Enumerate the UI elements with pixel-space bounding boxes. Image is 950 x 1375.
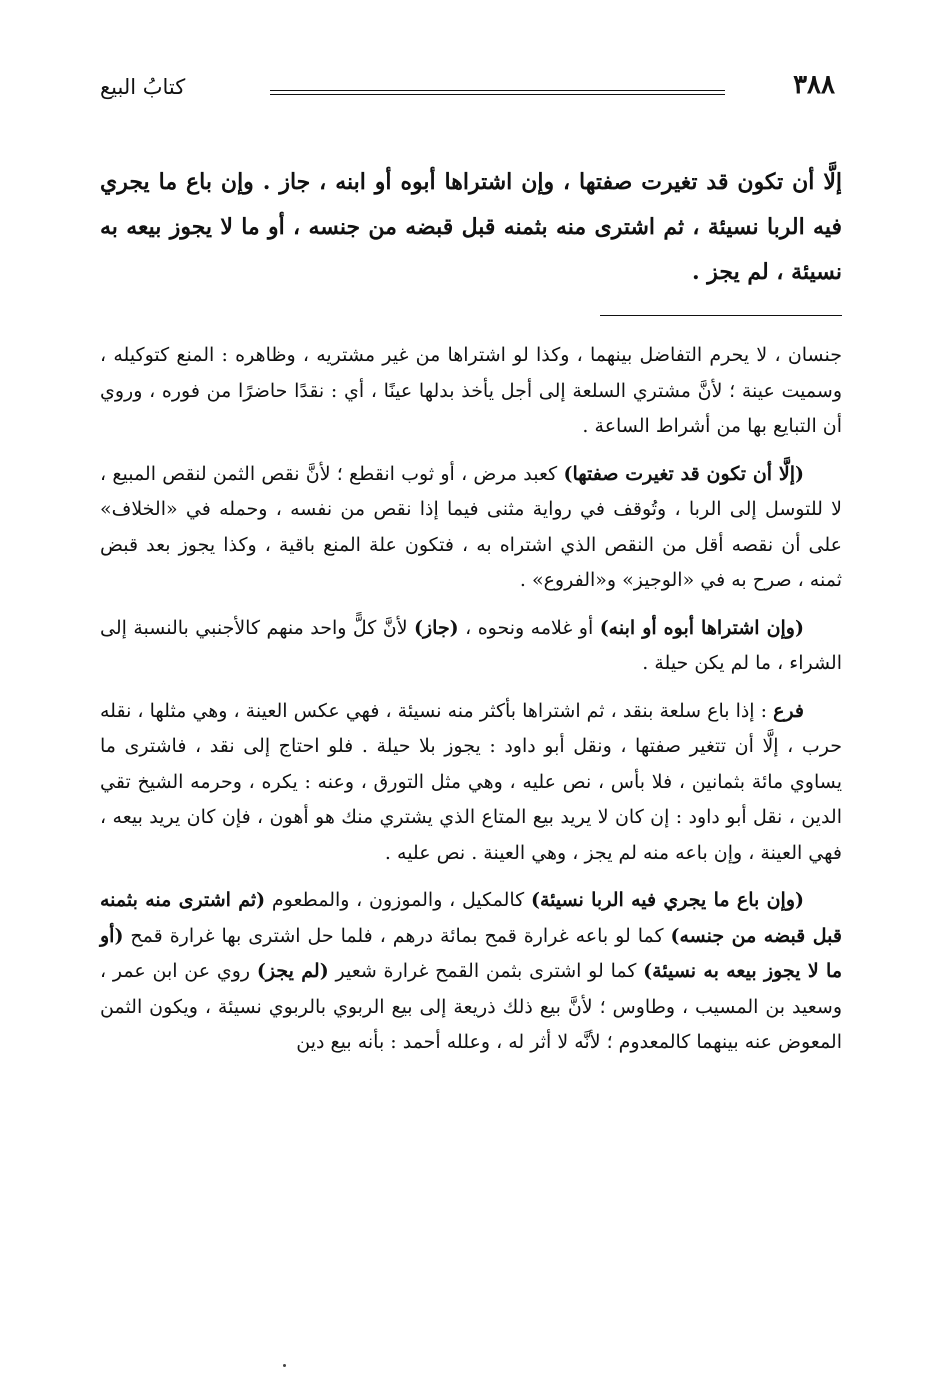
sharh-paragraph-2 [100,457,842,599]
sharh-p5-text-4: روي عن ابن عمر ، وسعيد بن المسيب ، وطاوس ؛ لأنَّ بيع ذلك ذريعة إلى بيع الربوي بالربوي نسيئة ، ويكون الثمن المعوض عنه بينهما كالمعدوم ؛ لأنَّه لا أثر له ، وعلله أحمد : بأنه بيع دين [100,960,842,1053]
sharh-p5-text-1: كالمكيل ، والموزون ، والمطعوم [265,889,531,911]
sharh-p3-quote-1: (وإن اشتراها أبوه أو ابنه) [599,616,804,639]
sharh-p4-label: فرع [773,699,804,722]
sharh-paragraph-4 [100,694,842,872]
matn-paragraph: إلَّا أن تكون قد تغيرت صفتها ، وإن اشتراها أبوه أو ابنه ، جاز . وإن باع ما يجري فيه الربا نسيئة ، ثم اشترى منه بثمنه قبل قبضه من جنسه ، أو ما لا يجوز بيعه به نسيئة ، لم يجز . [100,169,842,285]
header-rule [270,90,725,91]
sharh-p3-quote-2: (جاز) [413,616,459,639]
page-header [100,68,835,108]
book-title: كتابُ البيع [100,75,186,99]
sharh-p4-text: : إذا باع سلعة بنقد ، ثم اشتراها بأكثر منه نسيئة ، فهي عكس العينة ، وهي مثلها ، نقله حرب ، إلَّا أن تتغير صفتها ، ونقل أبو داود : يجوز بلا حيلة . فلو احتاج إلى نقد ، فاشترى ما يساوي مائة بثمانين ، فلا بأس ، نص عليه ، وهي مثل التورق ، وعنه : يكره ، وحرمه الشيخ تقي الدين ، نقل أبو داود : إن كان لا يريد بيع المتاع الذي يشتري منك هو أهون ، فإن كان يريد بيعه ، فهي العينة ، وإن باعه منه لم يجز ، وهي العينة . نص عليه . [100,699,842,864]
sharh-p5-quote-1: (وإن باع ما يجري فيه الربا نسيئة) [530,889,804,911]
header-rule-second [270,94,725,95]
sharh-p2-text: كعبد مرض ، أو ثوب انقطع ؛ لأنَّ نقص الثمن لنقص المبيع ، لا للتوسل إلى الربا ، وتُوقف في رواية مثنى فيما إذا نقص من نفسه ، وحمله في «الخلاف» على أن نقصه أقل من النقص الذي اشتراه به ، فتكون علة المنع باقية ، وكذا يجوز بعد قبض ثمنه ، صرح به في «الوجيز» و«الفروع» . [100,462,842,591]
scan-speck [283,1364,286,1367]
footnote-separator [600,315,842,316]
sharh-p2-quote: (إلَّا أن تكون قد تغيرت صفتها) [563,462,804,485]
sharh-text [100,338,842,1073]
sharh-p1-text: جنسان ، لا يحرم التفاضل بينهما ، وكذا لو اشتراها من غير مشتريه ، وظاهره : المنع كتوكيله ، وسميت عينة ؛ لأنَّ مشتري السلعة إلى أجل يأخذ بدلها عينًا ، أي : نقدًا حاضرًا من فوره ، وروي أن التبايع بها من أشراط الساعة . [100,344,842,437]
sharh-paragraph-1 [100,338,842,445]
sharh-p3-text-1: أو غلامه ونحوه ، [458,616,600,639]
matn-text [100,160,842,295]
sharh-p5-quote-2: (ثم اشترى منه بثمنه قبل قبضه من جنسه) [100,889,842,947]
page-number: ٣٨٨ [793,70,835,100]
sharh-p5-text-2: كما لو باعه غرارة قمح بمائة درهم ، فلما حل اشترى بها غرارة قمح [123,924,671,947]
sharh-p5-text-3: كما لو اشترى بثمن القمح غرارة شعير [328,960,644,982]
sharh-paragraph-3 [100,611,842,682]
sharh-p5-quote-3: (أو ما لا يجوز بيعه به نسيئة) [100,924,843,982]
sharh-p3-text-2: لأنَّ كلًّ واحد منهم كالأجنبي بالنسبة إلى الشراء ، ما لم يكن حيلة . [100,616,842,674]
sharh-paragraph-5 [100,883,842,1061]
sharh-p5-quote-4: (لم يجز) [256,960,329,982]
